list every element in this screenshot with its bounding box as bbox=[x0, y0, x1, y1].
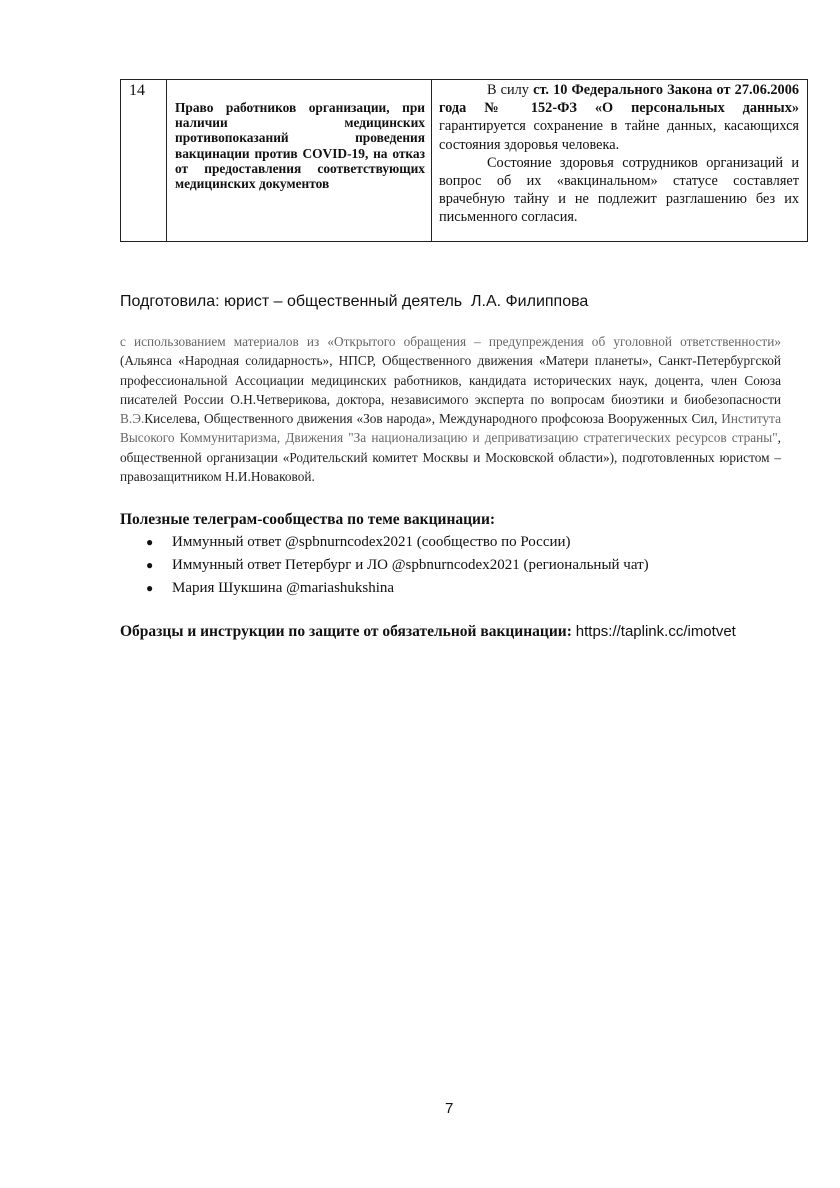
sources-paragraph bbox=[120, 332, 781, 486]
sources-part-b: Киселева, Общественного движения «Зов народа», Международного профсоюза Вооруженных Сил, bbox=[144, 411, 722, 427]
explanation-paragraph-1 bbox=[439, 81, 799, 154]
row-explanation bbox=[432, 80, 808, 242]
rights-table bbox=[120, 79, 808, 242]
guides-label: Образцы и инструкции по защите от обязательной вакцинации: bbox=[120, 623, 572, 640]
sources-institutions: Института Высокого Коммунитаризма, Движения "За национализацию и деприватизацию стратегических ресурсов страны" bbox=[120, 411, 781, 446]
row-title: Право работников организации, при наличии медицинских противопоказаний проведения вакцинации против COVID-19, на отказ от предоставления соответствующих медицинских документов bbox=[167, 80, 432, 242]
para1-prefix: В силу bbox=[487, 82, 534, 98]
list-item bbox=[120, 578, 649, 601]
para1-suffix: гарантируется сохранение в тайне данных, касающихся состояния здоровья человека. bbox=[439, 118, 799, 153]
bullet-icon: ● bbox=[146, 558, 154, 572]
list-item bbox=[120, 532, 649, 555]
sources-intro: с использованием материалов из «Открытого обращения – предупреждения об уголовной ответственности» bbox=[120, 334, 781, 349]
guides-line bbox=[120, 623, 736, 641]
telegram-list bbox=[120, 532, 649, 601]
bullet-icon: ● bbox=[146, 535, 154, 549]
list-item bbox=[120, 555, 649, 578]
table-row bbox=[121, 80, 808, 242]
author-line: Подготовила: юрист – общественный деятель Л.А. Филиппова bbox=[120, 293, 589, 310]
telegram-heading: Полезные телеграм-сообщества по теме вакцинации: bbox=[120, 511, 496, 528]
sources-part-a: (Альянса «Народная солидарность», НПСР, Общественного движения «Матери планеты», Санкт-Петербургской профессиональной Ассоциации медицинских работников, кандидата исторических наук, доцента, член Союза писателей России О.Н.Четверикова, доктора, независимого эксперта по вопросам биоэтики и биобезопасности bbox=[120, 353, 781, 407]
guides-link[interactable]: https://taplink.cc/imotvet bbox=[575, 623, 736, 640]
list-item-text: Иммунный ответ Петербург и ЛО @spbnurncodex2021 (региональный чат) bbox=[172, 557, 649, 573]
law-reference: ст. 10 Федерального Закона от 27.06.2006 года № 152-ФЗ «О персональных данных» bbox=[439, 82, 800, 117]
row-number: 14 bbox=[121, 80, 167, 242]
list-item-text: Мария Шукшина @mariashukshina bbox=[172, 580, 395, 596]
bullet-icon: ● bbox=[146, 581, 154, 595]
list-item-text: Иммунный ответ @spbnurncodex2021 (сообщество по России) bbox=[172, 534, 571, 550]
sources-initials: В.Э. bbox=[120, 411, 145, 427]
sources-part-c: , общественной организации «Родительский комитет Москвы и Московской области»), подготовленных юристом – правозащитником Н.И.Новаковой. bbox=[120, 430, 781, 485]
page-number: 7 bbox=[445, 1100, 454, 1117]
explanation-paragraph-2: Состояние здоровья сотрудников организаций и вопрос об их «вакцинальном» статусе составляет врачебную тайну и не подлежит разглашению без их письменного согласия. bbox=[439, 154, 799, 226]
